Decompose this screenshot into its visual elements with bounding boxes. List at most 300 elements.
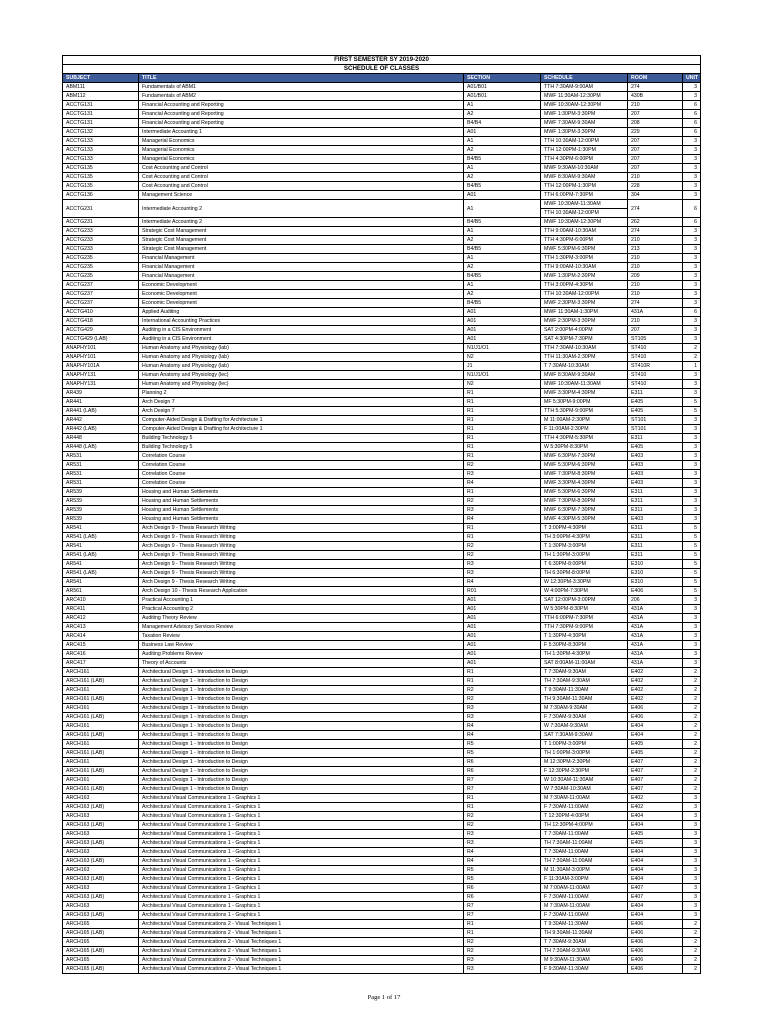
cell-subject: ARCH163 (LAB): [63, 875, 139, 884]
table-row: [63, 578, 701, 587]
cell-subject: ARCH163 (LAB): [63, 857, 139, 866]
cell-schedule: MWF 3:30PM-4:30PM: [541, 479, 628, 488]
table-row: [63, 560, 701, 569]
cell-unit: 2: [683, 929, 701, 938]
cell-title: Architectural Visual Communications 1 - Graphics 1: [139, 812, 464, 821]
cell-section: R7: [464, 902, 541, 911]
cell-schedule: T 7:30AM-9:30AM: [541, 938, 628, 947]
cell-room: 304: [628, 191, 683, 200]
cell-section: R1: [464, 434, 541, 443]
cell-title: Human Anatomy and Physiology (lec): [139, 371, 464, 380]
table-row: [63, 839, 701, 848]
cell-subject: ARCH163: [63, 848, 139, 857]
cell-room: 262: [628, 218, 683, 227]
cell-unit: 3: [683, 866, 701, 875]
cell-subject: ARC412: [63, 614, 139, 623]
cell-section: R5: [464, 749, 541, 758]
cell-section: A2: [464, 263, 541, 272]
cell-schedule: W 12:30PM-3:30PM: [541, 578, 628, 587]
table-row: [63, 515, 701, 524]
cell-subject: ARCH163 (LAB): [63, 893, 139, 902]
table-row: [63, 425, 701, 434]
cell-subject: ARCH161: [63, 740, 139, 749]
table-row: [63, 506, 701, 515]
cell-unit: 3: [683, 839, 701, 848]
cell-room: E310: [628, 560, 683, 569]
cell-unit: 3: [683, 281, 701, 290]
cell-subject: AR539: [63, 488, 139, 497]
cell-unit: 6: [683, 218, 701, 227]
cell-section: N1/J1/O1: [464, 344, 541, 353]
cell-room: ST101: [628, 416, 683, 425]
table-row: [63, 479, 701, 488]
table-row: [63, 443, 701, 452]
table-row: [63, 623, 701, 632]
cell-section: R2: [464, 542, 541, 551]
cell-title: Architectural Visual Communications 1 - Graphics 1: [139, 884, 464, 893]
cell-title: Correlation Course: [139, 452, 464, 461]
cell-title: Human Anatomy and Physiology (lab): [139, 362, 464, 371]
cell-unit: 6: [683, 110, 701, 119]
cell-unit: 2: [683, 749, 701, 758]
cell-title: Auditing in a CIS Environment: [139, 335, 464, 344]
cell-section: R2: [464, 686, 541, 695]
cell-section: R1: [464, 533, 541, 542]
cell-room: E405: [628, 443, 683, 452]
cell-section: R1: [464, 407, 541, 416]
cell-room: 213: [628, 245, 683, 254]
cell-section: A01: [464, 335, 541, 344]
cell-section: A1: [464, 281, 541, 290]
cell-schedule: W 5:30PM-8:30PM: [541, 605, 628, 614]
cell-title: Arch Design 9 - Thesis Research Writing: [139, 569, 464, 578]
cell-title: Architectural Design 1 - Introduction to Design: [139, 668, 464, 677]
cell-subject: AR448: [63, 434, 139, 443]
table-row: [63, 164, 701, 173]
cell-room: E404: [628, 911, 683, 920]
cell-unit: 2: [683, 713, 701, 722]
cell-section: A2: [464, 110, 541, 119]
cell-room: E311: [628, 434, 683, 443]
cell-schedule: M 7:30AM-11:00AM: [541, 902, 628, 911]
cell-schedule: TH 6:30PM-8:00PM: [541, 569, 628, 578]
cell-room: ST410R: [628, 362, 683, 371]
cell-unit: 3: [683, 443, 701, 452]
cell-title: Management Advisory Services Review: [139, 623, 464, 632]
cell-section: R5: [464, 740, 541, 749]
cell-unit: 3: [683, 821, 701, 830]
cell-room: 229: [628, 128, 683, 137]
table-row: [63, 398, 701, 407]
cell-unit: 3: [683, 803, 701, 812]
table-row: [63, 452, 701, 461]
cell-room: 431A: [628, 308, 683, 317]
cell-room: E404: [628, 866, 683, 875]
cell-title: Correlation Course: [139, 470, 464, 479]
cell-title: Correlation Course: [139, 461, 464, 470]
cell-section: R1: [464, 920, 541, 929]
cell-schedule: M 7:00AM-11:00AM: [541, 884, 628, 893]
table-row: [63, 137, 701, 146]
cell-section: R1: [464, 929, 541, 938]
table-row: [63, 929, 701, 938]
cell-subject: AR442: [63, 416, 139, 425]
cell-subject: AR541 (LAB): [63, 569, 139, 578]
cell-title: Arch Design 9 - Thesis Research Writing: [139, 578, 464, 587]
cell-section: R4: [464, 515, 541, 524]
cell-title: Architectural Visual Communications 2 - Visual Techniques 1: [139, 929, 464, 938]
cell-subject: ARCH161 (LAB): [63, 695, 139, 704]
cell-room: E403: [628, 470, 683, 479]
cell-section: B4/B4: [464, 119, 541, 128]
cell-subject: AR541 (LAB): [63, 533, 139, 542]
cell-section: R3: [464, 713, 541, 722]
cell-schedule: MWF 7:30AM-9:30AM: [541, 119, 628, 128]
page-number: Page 1 of 17: [367, 994, 401, 1001]
cell-subject: ARCH161: [63, 704, 139, 713]
cell-title: Architectural Design 1 - Introduction to Design: [139, 749, 464, 758]
cell-title: Housing and Human Settlements: [139, 506, 464, 515]
cell-subject: AR541: [63, 524, 139, 533]
cell-unit: 5: [683, 587, 701, 596]
cell-schedule: TH 7:30AM-11:00AM: [541, 839, 628, 848]
cell-schedule: MWF 5:30PM-6:30PM: [541, 245, 628, 254]
cell-title: Arch Design 9 - Thesis Research Writing: [139, 560, 464, 569]
cell-subject: ACCTG135: [63, 182, 139, 191]
cell-section: R3: [464, 956, 541, 965]
cell-subject: AR531: [63, 461, 139, 470]
cell-room: E407: [628, 884, 683, 893]
cell-subject: AR561: [63, 587, 139, 596]
cell-subject: ACCTG231: [63, 218, 139, 227]
cell-subject: ABM112: [63, 92, 139, 101]
cell-title: Financial Accounting and Reporting: [139, 119, 464, 128]
cell-unit: 2: [683, 695, 701, 704]
cell-room: E404: [628, 722, 683, 731]
cell-subject: ARCH163: [63, 812, 139, 821]
cell-section: R2: [464, 821, 541, 830]
cell-subject: ACCTG233: [63, 227, 139, 236]
cell-title: Architectural Visual Communications 1 - Graphics 1: [139, 821, 464, 830]
cell-unit: 3: [683, 470, 701, 479]
table-row: [63, 812, 701, 821]
cell-room: E404: [628, 848, 683, 857]
cell-subject: ACCTG135: [63, 164, 139, 173]
cell-schedule: T 3:00PM-4:30PM: [541, 524, 628, 533]
cell-title: Strategic Cost Management: [139, 227, 464, 236]
cell-title: Economic Development: [139, 299, 464, 308]
cell-unit: 2: [683, 668, 701, 677]
table-row: [63, 569, 701, 578]
cell-schedule: TTH 12:00PM-1:30PM: [541, 182, 628, 191]
cell-room: 210: [628, 281, 683, 290]
table-row: [63, 776, 701, 785]
cell-unit: 6: [683, 119, 701, 128]
cell-subject: ACCTG131: [63, 110, 139, 119]
cell-unit: 3: [683, 335, 701, 344]
cell-unit: 2: [683, 731, 701, 740]
cell-room: E311: [628, 551, 683, 560]
cell-room: E311: [628, 542, 683, 551]
cell-room: ST410: [628, 371, 683, 380]
table-row: [63, 434, 701, 443]
cell-room: E406: [628, 920, 683, 929]
cell-title: Architectural Design 1 - Introduction to Design: [139, 686, 464, 695]
cell-room: E405: [628, 398, 683, 407]
cell-subject: ARCH161: [63, 776, 139, 785]
cell-section: A01: [464, 605, 541, 614]
cell-title: Correlation Course: [139, 479, 464, 488]
cell-unit: 3: [683, 254, 701, 263]
cell-unit: 3: [683, 245, 701, 254]
cell-title: Arch Design 7: [139, 398, 464, 407]
cell-subject: ARCH161: [63, 668, 139, 677]
table-row: [63, 794, 701, 803]
cell-unit: 5: [683, 542, 701, 551]
cell-room: E404: [628, 731, 683, 740]
table-row: [63, 686, 701, 695]
cell-title: Architectural Design 1 - Introduction to Design: [139, 713, 464, 722]
cell-room: E406: [628, 704, 683, 713]
cell-section: R3: [464, 506, 541, 515]
cell-room: E404: [628, 902, 683, 911]
table-row: [63, 281, 701, 290]
cell-schedule: M 11:30AM-3:00PM: [541, 866, 628, 875]
cell-unit: 3: [683, 875, 701, 884]
cell-section: R7: [464, 911, 541, 920]
table-row: [63, 272, 701, 281]
cell-unit: 5: [683, 533, 701, 542]
table-row: [63, 299, 701, 308]
cell-schedule: TH 9:30AM-11:30AM: [541, 695, 628, 704]
cell-subject: ARC416: [63, 650, 139, 659]
cell-section: A2: [464, 290, 541, 299]
cell-schedule: SAT 4:30PM-7:30PM: [541, 335, 628, 344]
cell-schedule: T 7:30AM-9:30AM: [541, 668, 628, 677]
cell-schedule: TTH 3:00PM-4:30PM: [541, 281, 628, 290]
cell-title: Strategic Cost Management: [139, 236, 464, 245]
cell-section: B4/B5: [464, 218, 541, 227]
schedule-sheet: [62, 55, 700, 974]
cell-room: 210: [628, 236, 683, 245]
cell-subject: ARCH165: [63, 920, 139, 929]
table-row: [63, 551, 701, 560]
cell-schedule: SAT 12:00PM-3:00PM: [541, 596, 628, 605]
cell-schedule: MWF 8:30AM-9:30AM: [541, 371, 628, 380]
cell-title: Intermediate Accounting 1: [139, 128, 464, 137]
table-row: [63, 380, 701, 389]
cell-schedule: MWF 2:30PM-3:30PM: [541, 317, 628, 326]
cell-room: E406: [628, 587, 683, 596]
cell-room: 210: [628, 290, 683, 299]
cell-title: Arch Design 9 - Thesis Research Writing: [139, 542, 464, 551]
table-row: [63, 146, 701, 155]
cell-unit: 3: [683, 902, 701, 911]
table-row: [63, 695, 701, 704]
cell-title: Architectural Visual Communications 1 - Graphics 1: [139, 794, 464, 803]
cell-section: A01: [464, 650, 541, 659]
cell-subject: ARC414: [63, 632, 139, 641]
cell-section: R6: [464, 884, 541, 893]
cell-section: R3: [464, 839, 541, 848]
cell-title: Architectural Visual Communications 1 - Graphics 1: [139, 857, 464, 866]
cell-unit: 3: [683, 182, 701, 191]
cell-section: A2: [464, 236, 541, 245]
cell-title: Theory of Accounts: [139, 659, 464, 668]
cell-room: 228: [628, 182, 683, 191]
table-row: [63, 659, 701, 668]
cell-unit: 2: [683, 785, 701, 794]
cell-unit: 3: [683, 425, 701, 434]
table-row: [63, 317, 701, 326]
cell-subject: ACCTG131: [63, 101, 139, 110]
cell-title: Fundamentals of ABM2: [139, 92, 464, 101]
cell-section: A1: [464, 254, 541, 263]
cell-section: N2: [464, 353, 541, 362]
cell-section: B4/B5: [464, 299, 541, 308]
table-row: [63, 758, 701, 767]
cell-schedule: SAT 2:00PM-4:00PM: [541, 326, 628, 335]
cell-title: Housing and Human Settlements: [139, 488, 464, 497]
cell-subject: ARCH161 (LAB): [63, 785, 139, 794]
cell-room: E310: [628, 578, 683, 587]
cell-title: Cost Accounting and Control: [139, 164, 464, 173]
table-row: [63, 362, 701, 371]
cell-subject: ARCH165 (LAB): [63, 929, 139, 938]
table-row: [63, 740, 701, 749]
cell-schedule: F 11:30AM-3:00PM: [541, 875, 628, 884]
cell-unit: 3: [683, 290, 701, 299]
cell-title: Practical Accounting 1: [139, 596, 464, 605]
cell-unit: 3: [683, 146, 701, 155]
cell-schedule: MWF 1:30PM-3:30PM: [541, 128, 628, 137]
cell-section: R3: [464, 560, 541, 569]
cell-schedule: MWF 10:30AM-12:30PM: [541, 101, 628, 110]
cell-title: Architectural Design 1 - Introduction to Design: [139, 722, 464, 731]
cell-schedule: F 7:30AM-9:30AM: [541, 713, 628, 722]
cell-unit: 3: [683, 830, 701, 839]
cell-unit: 5: [683, 578, 701, 587]
cell-subject: ACCTG133: [63, 146, 139, 155]
cell-unit: 5: [683, 569, 701, 578]
cell-title: Architectural Visual Communications 1 - Graphics 1: [139, 839, 464, 848]
cell-unit: 3: [683, 227, 701, 236]
cell-schedule: MWF 10:30AM-12:30PM: [541, 218, 628, 227]
table-row: [63, 893, 701, 902]
table-row: [63, 857, 701, 866]
cell-unit: 3: [683, 191, 701, 200]
cell-unit: 2: [683, 938, 701, 947]
cell-schedule: F 7:30AM-11:00AM: [541, 911, 628, 920]
cell-schedule: TTH 6:00PM-7:30PM: [541, 191, 628, 200]
table-row: [63, 254, 701, 263]
table-row: [63, 722, 701, 731]
cell-section: A01: [464, 632, 541, 641]
table-row: [63, 92, 701, 101]
cell-subject: ACCTG233: [63, 236, 139, 245]
cell-title: Architectural Design 1 - Introduction to Design: [139, 758, 464, 767]
cell-schedule: TTH 7:30AM-9:00AM: [541, 83, 628, 92]
cell-subject: ACCTG235: [63, 272, 139, 281]
cell-schedule: M 9:30AM-11:30AM: [541, 956, 628, 965]
cell-room: 274: [628, 83, 683, 92]
cell-title: Architectural Design 1 - Introduction to Design: [139, 785, 464, 794]
cell-title: Architectural Visual Communications 2 - Visual Techniques 1: [139, 947, 464, 956]
cell-unit: 5: [683, 560, 701, 569]
cell-section: R2: [464, 695, 541, 704]
cell-section: R5: [464, 875, 541, 884]
cell-section: R1: [464, 452, 541, 461]
cell-title: Architectural Visual Communications 1 - Graphics 1: [139, 911, 464, 920]
cell-title: Architectural Design 1 - Introduction to Design: [139, 731, 464, 740]
cell-section: A2: [464, 173, 541, 182]
cell-unit: 2: [683, 686, 701, 695]
table-row: [63, 704, 701, 713]
cell-schedule: T 1:00PM-3:00PM: [541, 740, 628, 749]
cell-subject: AR531: [63, 470, 139, 479]
cell-section: R3: [464, 569, 541, 578]
cell-unit: 3: [683, 434, 701, 443]
cell-section: A01: [464, 659, 541, 668]
table-row: [63, 263, 701, 272]
cell-title: Housing and Human Settlements: [139, 497, 464, 506]
table-row: [63, 308, 701, 317]
cell-subject: ACCTG132: [63, 128, 139, 137]
cell-section: A01: [464, 623, 541, 632]
cell-title: Arch Design 10 - Thesis Research Application: [139, 587, 464, 596]
cell-unit: 3: [683, 326, 701, 335]
cell-unit: 3: [683, 857, 701, 866]
cell-schedule: W 5:30PM-8:30PM: [541, 443, 628, 452]
cell-subject: ARCH161 (LAB): [63, 767, 139, 776]
cell-subject: ACCTG133: [63, 137, 139, 146]
cell-section: A1: [464, 200, 541, 218]
cell-schedule: M 7:30AM-11:00AM: [541, 794, 628, 803]
cell-subject: ANAPHY101: [63, 344, 139, 353]
cell-section: A01/B01: [464, 83, 541, 92]
cell-subject: ARC411: [63, 605, 139, 614]
table-row: [63, 731, 701, 740]
cell-subject: ACCTG410: [63, 308, 139, 317]
cell-subject: ARCH161: [63, 686, 139, 695]
cell-title: Financial Accounting and Reporting: [139, 101, 464, 110]
cell-subject: AR442 (LAB): [63, 425, 139, 434]
cell-schedule: TTH 6:00PM-7:30PM: [541, 614, 628, 623]
cell-room: 207: [628, 110, 683, 119]
table-row: [63, 911, 701, 920]
table-row: [63, 947, 701, 956]
cell-subject: ARCH165 (LAB): [63, 965, 139, 974]
cell-subject: ARCH161 (LAB): [63, 677, 139, 686]
cell-subject: ACCTG429: [63, 326, 139, 335]
cell-title: Architectural Visual Communications 1 - Graphics 1: [139, 830, 464, 839]
table-row: [63, 119, 701, 128]
cell-subject: ACCTG233: [63, 245, 139, 254]
cell-unit: 3: [683, 461, 701, 470]
cell-title: Auditing in a CIS Environment: [139, 326, 464, 335]
cell-section: J1: [464, 362, 541, 371]
cell-room: E402: [628, 686, 683, 695]
cell-schedule: TH 1:30PM-3:00PM: [541, 551, 628, 560]
cell-room: 207: [628, 137, 683, 146]
cell-title: Arch Design 9 - Thesis Research Writing: [139, 533, 464, 542]
table-row: [63, 785, 701, 794]
cell-room: E404: [628, 821, 683, 830]
column-header-schedule: SCHEDULE: [541, 74, 628, 83]
cell-schedule: TTH 11:30AM-2:30PM: [541, 353, 628, 362]
cell-schedule: F 7:30AM-11:00AM: [541, 893, 628, 902]
cell-subject: ACCTG237: [63, 299, 139, 308]
